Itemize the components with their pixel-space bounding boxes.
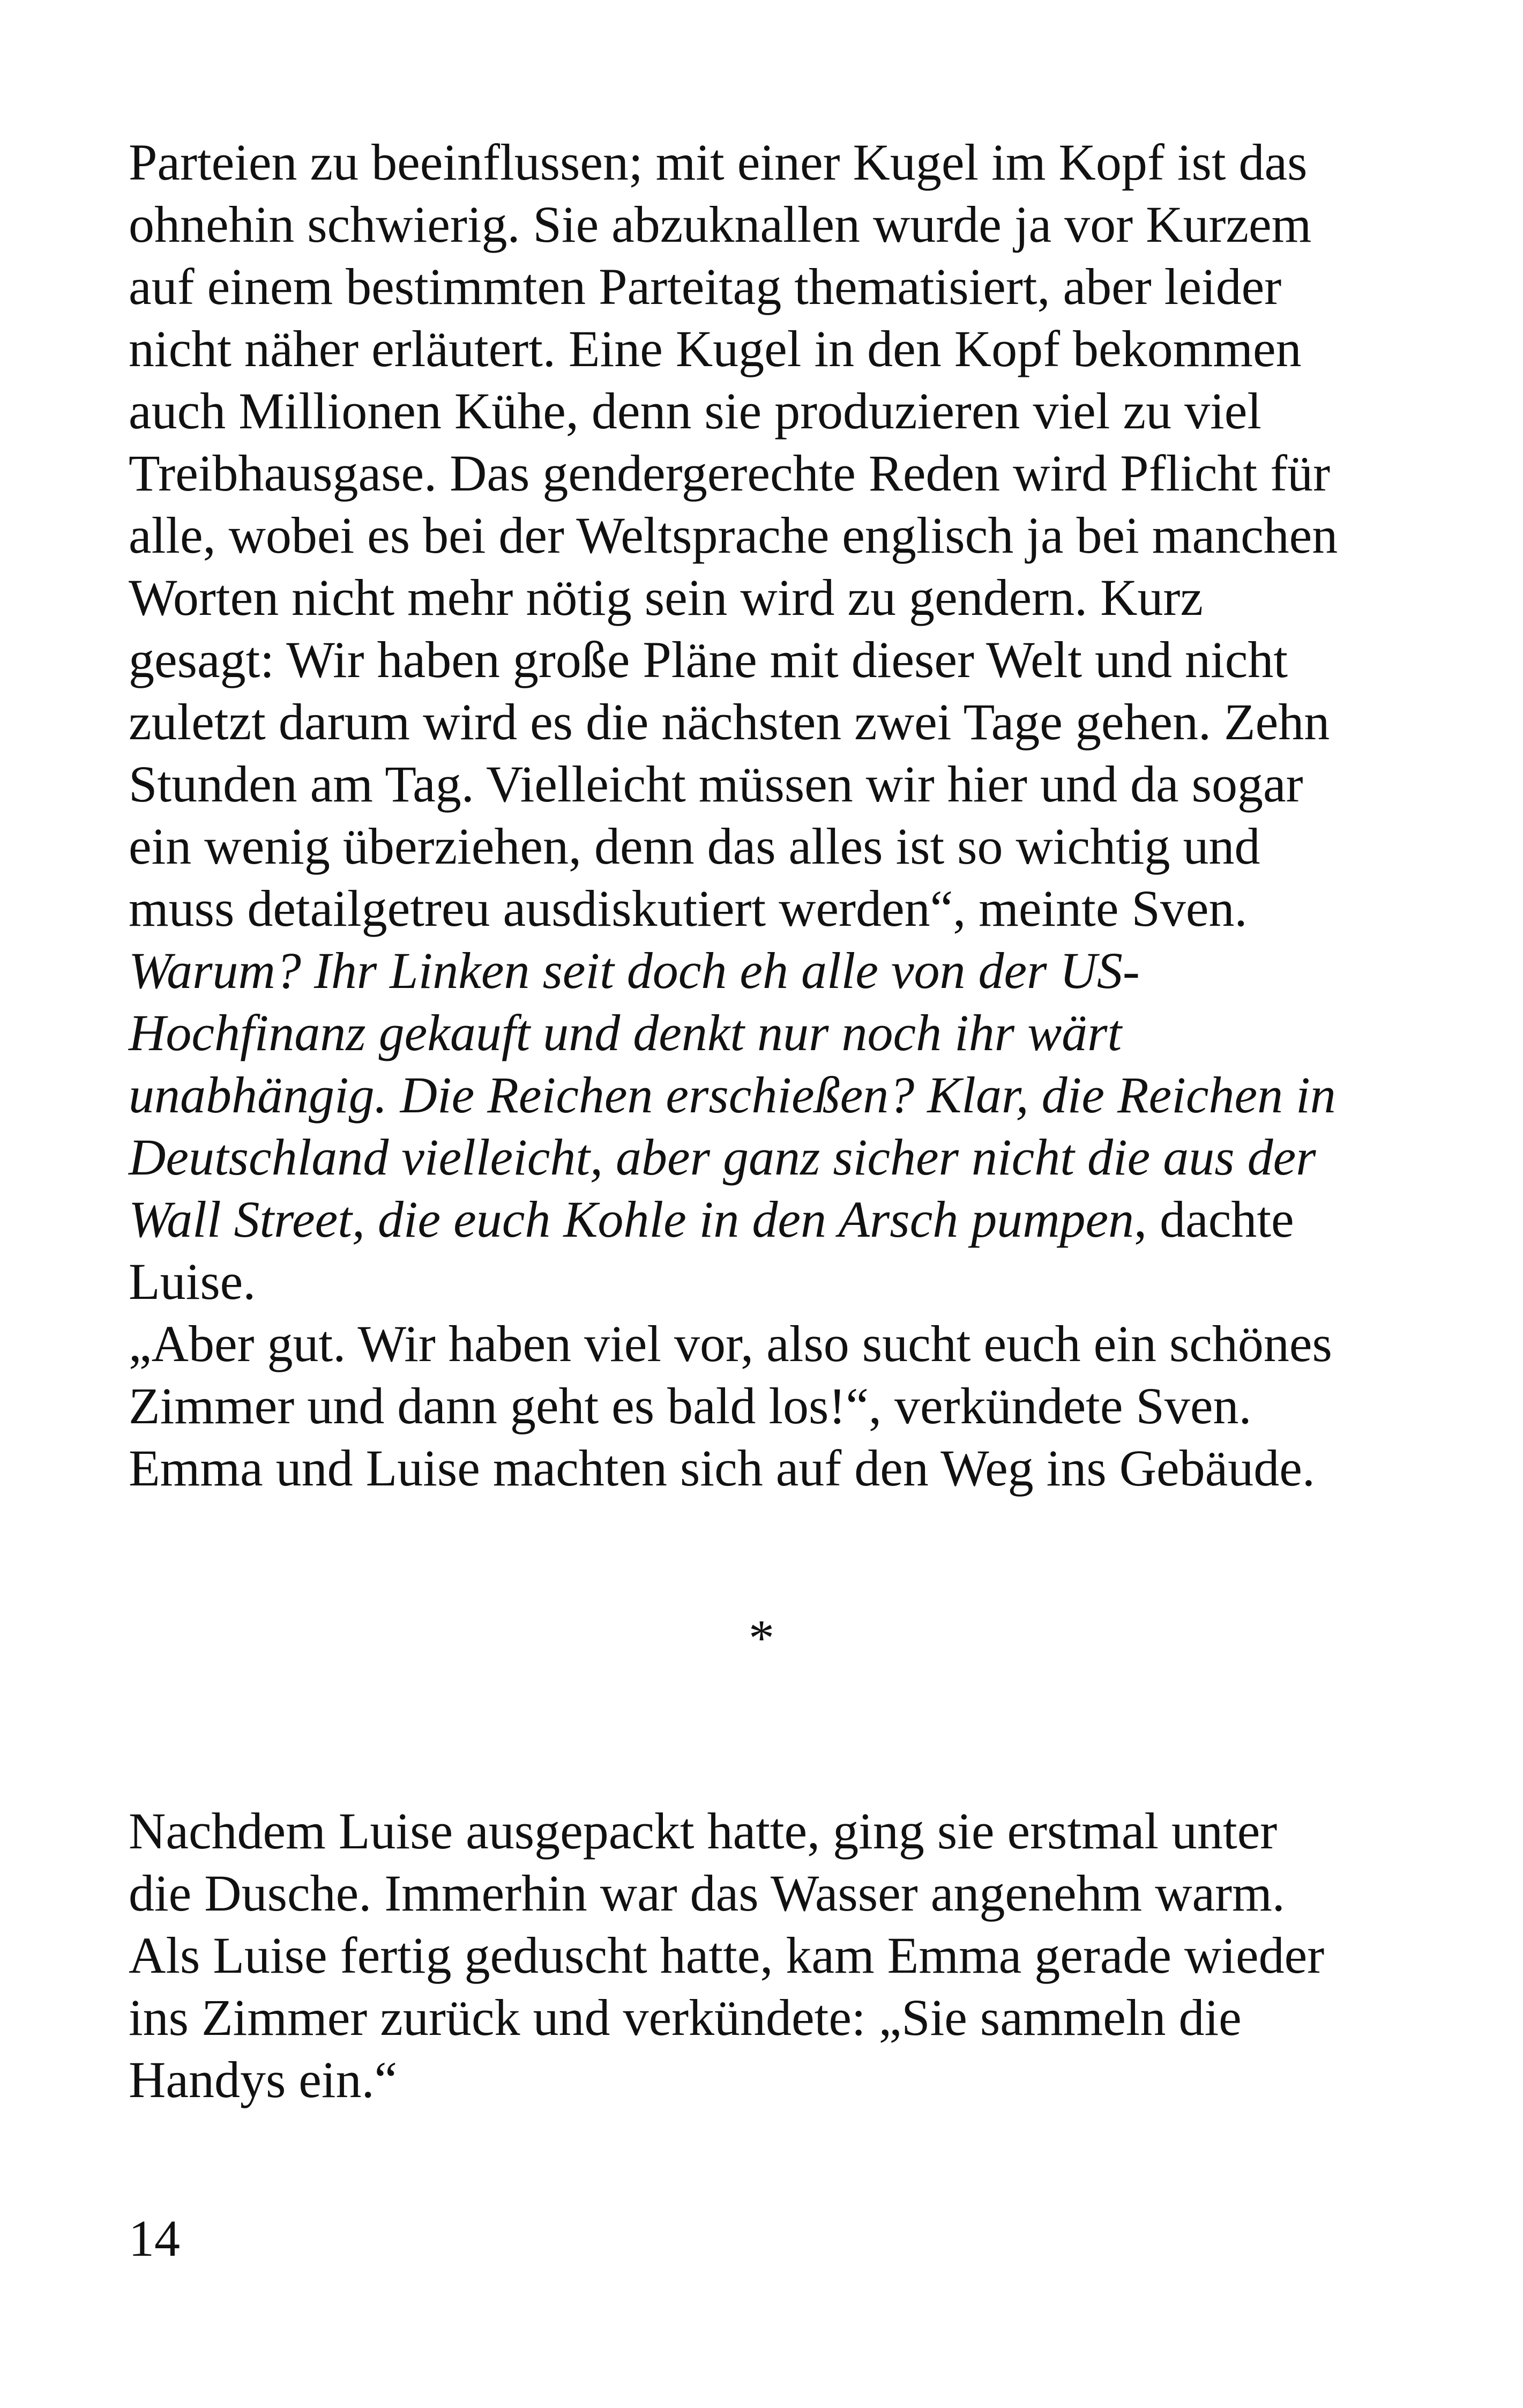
text-line: muss detailgetreu ausdiskutiert werden“, meinte Sven. [129,880,1248,937]
text-line: Stunden am Tag. Vielleicht müssen wir hier und da sogar [129,755,1303,813]
text-line: Nachdem Luise ausgepackt hatte, ging sie erstmal unter [129,1802,1278,1860]
narration-fragment: , dachte [1134,1191,1294,1248]
text-line: nicht näher erläutert. Eine Kugel in den Kopf bekommen [129,320,1302,377]
thought-line: Hochfinanz gekauft und denkt nur noch ihr wärt [129,1004,1122,1061]
text-line: „Aber gut. Wir haben viel vor, also sucht euch ein schönes [129,1315,1332,1372]
text-line: Luise. [129,1253,256,1310]
text-line: Handys ein.“ [129,2051,398,2108]
section-separator [0,1607,1523,1669]
thought-line: unabhängig. Die Reichen erschießen? Klar, die Reichen in [129,1066,1336,1124]
mixed-line [129,1188,1415,1251]
text-line: Zimmer und dann geht es bald los!“, verkündete Sven. [129,1377,1252,1435]
body-text-bottom [129,1800,1415,2111]
text-line: zuletzt darum wird es die nächsten zwei Tage gehen. Zehn [129,693,1330,750]
text-line: auch Millionen Kühe, denn sie produzieren viel zu viel [129,382,1262,440]
text-line: Emma und Luise machten sich auf den Weg ins Gebäude. [129,1439,1315,1497]
text-line: alle, wobei es bei der Weltsprache englisch ja bei manchen [129,507,1338,564]
text-line: ein wenig überziehen, denn das alles ist so wichtig und [129,817,1260,875]
text-line: ins Zimmer zurück und verkündete: „Sie sammeln die [129,1989,1242,2046]
text-line: gesagt: Wir haben große Pläne mit dieser Welt und nicht [129,631,1288,688]
text-line: Worten nicht mehr nötig sein wird zu gendern. Kurz [129,569,1204,626]
body-text-top [129,131,1415,1499]
text-line: die Dusche. Immerhin war das Wasser angenehm warm. [129,1864,1285,1922]
text-line: Treibhausgase. Das gendergerechte Reden wird Pflicht für [129,444,1331,502]
thought-fragment: Wall Street, die euch Kohle in den Arsch pumpen [129,1191,1134,1248]
text-line: auf einem bestimmten Parteitag thematisiert, aber leider [129,258,1282,315]
asterisk-separator: * [749,1609,774,1667]
text-line: Parteien zu beeinflussen; mit einer Kugel im Kopf ist das [129,133,1308,191]
thought-line: Warum? Ihr Linken seit doch eh alle von der US- [129,942,1140,999]
page-number: 14 [129,2210,180,2267]
thought-line: Deutschland vielleicht, aber ganz sicher nicht die aus der [129,1128,1316,1186]
text-line: ohnehin schwierig. Sie abzuknallen wurde ja vor Kurzem [129,196,1312,253]
text-line: Als Luise fertig geduscht hatte, kam Emma gerade wieder [129,1927,1325,1984]
